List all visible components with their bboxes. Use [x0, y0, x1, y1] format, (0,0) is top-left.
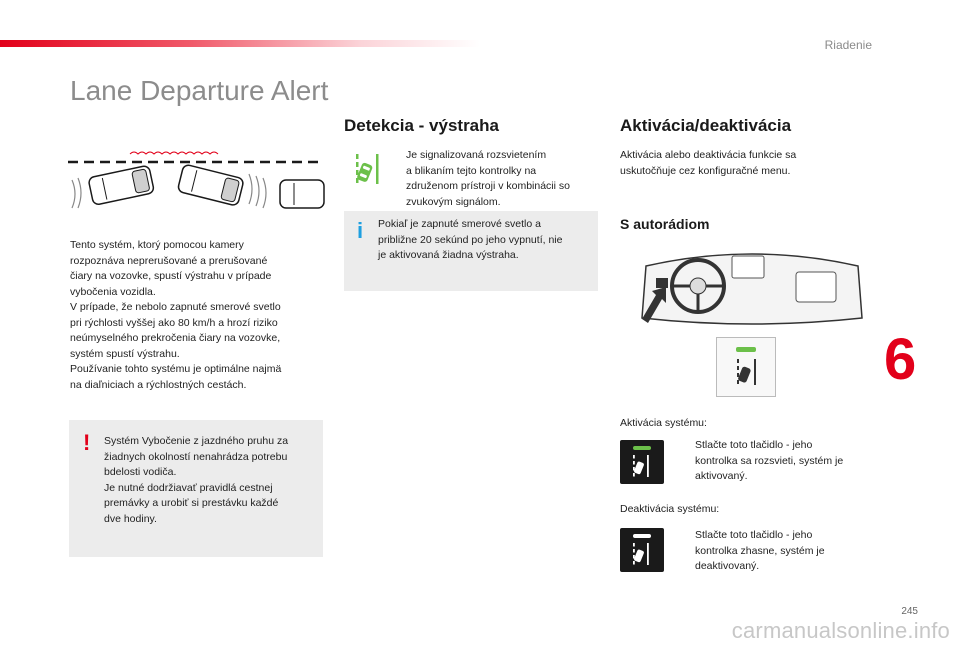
- detection-alert-text: Je signalizovaná rozsvietením a blikaním tejto kontrolky na združenom prístroji v kombinácii so zvukovým signálom.: [406, 149, 570, 208]
- header-accent-bar: [0, 40, 480, 47]
- indicator-led-off: [633, 534, 651, 538]
- page-title: Lane Departure Alert: [70, 75, 329, 106]
- lane-departure-icon: [736, 358, 760, 388]
- section-label: Riadenie: [824, 38, 872, 52]
- indicator-led-on: [633, 446, 651, 450]
- activation-intro: Aktivácia alebo deaktivácia funkcie sa uskutočňuje cez konfiguračné menu.: [620, 149, 797, 177]
- button-closeup-led: [736, 347, 756, 352]
- activation-text: Stlačte toto tlačidlo - jeho kontrolka sa rozsvieti, systém je aktivovaný.: [695, 439, 844, 482]
- lane-departure-icon: [354, 152, 384, 188]
- watermark: carmanualsonline.info: [731, 618, 950, 643]
- pointer-arrow-icon: [640, 285, 670, 325]
- lane-departure-illustration: [66, 140, 326, 220]
- radio-subheading: S autorádiom: [620, 216, 710, 232]
- warning-exclamation-icon: !: [83, 430, 91, 455]
- lane-departure-icon: [632, 454, 652, 480]
- deactivation-text: Stlačte toto tlačidlo - jeho kontrolka zhasne, systém je deaktivovaný.: [695, 529, 825, 572]
- warning-text: Systém Vybočenie z jazdného pruhu za žiadnych okolností nenahrádza potrebu bdelosti vodiča. Je nutné dodržiavať pravidlá cestnej premávky a urobiť si prestávku každé dve hodiny.: [104, 435, 289, 525]
- dashboard-illustration: [636, 248, 868, 328]
- deactivation-button[interactable]: [620, 528, 664, 572]
- activation-label: Aktivácia systému:: [620, 417, 707, 429]
- intro-paragraph: Tento systém, ktorý pomocou kamery rozpoznáva neprerušované a prerušované čiary na vozovke, spustí výstrahu v prípade vybočenia vozidla. V prípade, že nebolo zapnuté smerové svetlo pri rýchlosti vyššej ako 80 km/h a hrozí riziko neúmyselného prekročenia čiary na vozovke, systém spustí výstrahu. Používanie tohto systému je optimálne najmä na diaľniciach a rýchlostných cestách.: [70, 239, 282, 391]
- info-icon: i: [357, 218, 364, 243]
- lane-departure-icon: [632, 542, 652, 568]
- activation-heading: Aktivácia/deaktivácia: [620, 116, 792, 135]
- info-text: Pokiaľ je zapnuté smerové svetlo a približne 20 sekúnd po jeho vypnutí, nie je aktivovaná žiadna výstraha.: [378, 218, 563, 261]
- page-number: 245: [901, 606, 918, 617]
- detection-heading: Detekcia - výstraha: [344, 116, 499, 135]
- deactivation-label: Deaktivácia systému:: [620, 503, 720, 515]
- chapter-number: 6: [884, 327, 917, 392]
- activation-button[interactable]: [620, 440, 664, 484]
